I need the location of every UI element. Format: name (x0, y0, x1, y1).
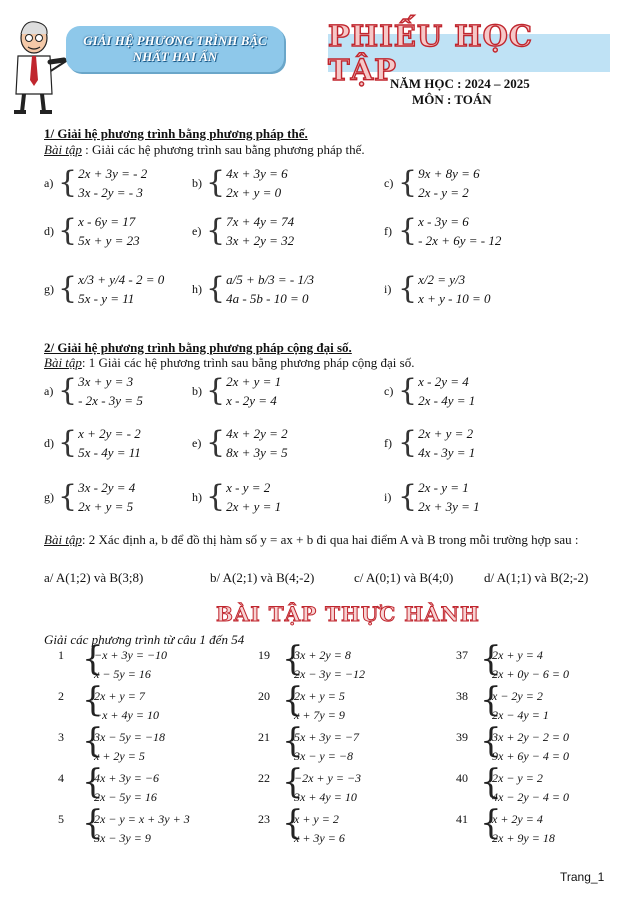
equation: −x + 3y = −10 (94, 648, 168, 662)
equation: 3x − 5y = −18 (94, 730, 165, 744)
equation: 9x + 6y − 4 = 0 (492, 749, 569, 763)
equation: 2x - y = 2 (418, 185, 469, 200)
equation: −2x + y = −3 (294, 771, 362, 785)
brace-symbol: { (480, 721, 502, 761)
practice-number: 3 (58, 730, 64, 744)
system-label: b) (192, 383, 202, 398)
equation: x - 6y = 17 (78, 214, 136, 229)
equation: x - y = 2 (226, 480, 271, 495)
equation: 2x + y = 7 (94, 689, 145, 703)
practice-number: 19 (258, 648, 270, 662)
brace-symbol: { (480, 803, 502, 843)
brace-symbol: { (82, 680, 104, 720)
equation: 2x + 3y = 1 (418, 499, 480, 514)
point-pair-d: d/ A(1;1) và B(2;-2) (484, 570, 589, 585)
equation: 2x + y = 1 (226, 499, 282, 514)
equation: 2x + 0y − 6 = 0 (492, 667, 569, 681)
practice-instruction: Giải các phương trình từ câu 1 đến 54 (44, 632, 245, 647)
practice-number: 1 (58, 648, 64, 662)
equation: 7x + 4y = 74 (226, 214, 295, 229)
topic-banner (66, 26, 284, 72)
exercise2-text: : 2 Xác định a, b để đồ thị hàm số y = ax + b đi qua hai điểm A và B trong mỗi trường hợp sau : (81, 532, 579, 547)
equation: 5x - y = 11 (78, 291, 135, 306)
equation: 9x + 8y = 6 (418, 166, 480, 181)
brace-symbol: { (398, 165, 418, 200)
part1-system (192, 270, 314, 308)
system-label: i) (384, 281, 392, 296)
equation: x + 2y = 5 (94, 749, 145, 763)
worksheet-title: PHIẾU HỌC TẬP (328, 19, 534, 87)
equation: 5x - 4y = 11 (78, 445, 141, 460)
equation: 2x − 5y = 16 (94, 790, 157, 804)
exercise-label: Bài tập (44, 142, 82, 157)
equation: 3x − 3y = 9 (94, 831, 151, 845)
part2-system (192, 478, 281, 516)
brace-symbol: { (398, 213, 418, 248)
system-label: d) (44, 435, 54, 450)
practice-number: 2 (58, 689, 64, 703)
equation: x − 5y = 16 (94, 667, 151, 681)
part1-system (44, 164, 147, 202)
equation: 4x + 3y = −6 (94, 771, 159, 785)
brace-symbol: { (398, 271, 418, 306)
brace-symbol: { (58, 165, 78, 200)
part1-system (384, 270, 491, 308)
equation: x + y = 2 (294, 812, 339, 826)
equation: 8x + 3y = 5 (226, 445, 288, 460)
part1-instruction (44, 142, 365, 158)
equation: 2x - y = 1 (418, 480, 469, 495)
teacher-illustration (6, 16, 76, 118)
banner-line-1: GIẢI HỆ PHƯƠNG TRÌNH BẬC (83, 33, 267, 48)
school-year: NĂM HỌC : 2024 – 2025 (390, 76, 530, 91)
exercise-label: Bài tập (44, 355, 82, 370)
practice-number: 20 (258, 689, 270, 703)
system-label: a) (44, 175, 54, 190)
equation: 2x + y = 4 (492, 648, 543, 662)
brace-symbol: { (282, 762, 304, 802)
brace-symbol: { (206, 479, 226, 514)
brace-symbol: { (282, 803, 304, 843)
practice-number: 22 (258, 771, 270, 785)
equation: 4x - 3y = 1 (418, 445, 476, 460)
equation: 3x − y = −8 (294, 749, 353, 763)
equation: 2x + 3y = - 2 (78, 166, 148, 181)
point-pair-a: a/ A(1;2) và B(3;8) (44, 570, 144, 585)
equation: x/2 = y/3 (418, 272, 466, 287)
system-label: f) (384, 435, 392, 450)
part2-heading: 2/ Giải hệ phương trình bằng phương pháp cộng đại số. (44, 340, 352, 355)
system-label: a) (44, 383, 54, 398)
equation: 2x − 4y = 1 (492, 708, 549, 722)
system-label: i) (384, 489, 392, 504)
equation: 2x + y = 5 (294, 689, 345, 703)
banner-line-2: NHẤT HAI ẨN (132, 49, 218, 64)
practice-number: 39 (456, 730, 468, 744)
system-label: e) (192, 223, 202, 238)
equation: a/5 + b/3 = - 1/3 (226, 272, 315, 287)
equation: 3x + 4y = 10 (294, 790, 357, 804)
equation: 3x + 2y − 2 = 0 (492, 730, 569, 744)
part2-system (384, 424, 475, 462)
point-pair-b: b/ A(2;1) và B(4;-2) (210, 570, 315, 585)
part2-system (192, 424, 288, 462)
brace-symbol: { (480, 639, 502, 679)
part2-exercise2 (44, 530, 604, 549)
equation: 2x − 3y = −12 (294, 667, 365, 681)
part2-system (44, 372, 143, 410)
part1-system (384, 212, 501, 250)
equation: 2x + 9y = 18 (492, 831, 555, 845)
equation: - 2x + 6y = - 12 (418, 233, 502, 248)
brace-symbol: { (206, 425, 226, 460)
page-number: Trang_1 (560, 870, 605, 884)
point-pair-c: c/ A(0;1) và B(4;0) (354, 570, 454, 585)
part2-system (192, 372, 281, 410)
part2-system (384, 372, 475, 410)
brace-symbol: { (82, 639, 104, 679)
brace-symbol: { (82, 803, 104, 843)
practice-number: 37 (456, 648, 468, 662)
brace-symbol: { (206, 165, 226, 200)
part1-system (44, 270, 164, 308)
part1-heading: 1/ Giải hệ phương trình bằng phương pháp thế. (44, 126, 308, 141)
system-label: h) (192, 489, 202, 504)
brace-symbol: { (398, 373, 418, 408)
system-label: h) (192, 281, 202, 296)
equation: 2x + y = 1 (226, 374, 282, 389)
practice-title: BÀI TẬP THỰC HÀNH (216, 602, 480, 626)
brace-symbol: { (282, 721, 304, 761)
equation: x - 2y = 4 (418, 374, 469, 389)
system-label: d) (44, 223, 54, 238)
equation: 2x - 4y = 1 (418, 393, 476, 408)
brace-symbol: { (206, 213, 226, 248)
exercise2-label: Bài tập (44, 532, 82, 547)
practice-number: 40 (456, 771, 468, 785)
brace-symbol: { (282, 680, 304, 720)
brace-symbol: { (58, 213, 78, 248)
equation: - 2x - 3y = 5 (78, 393, 143, 408)
exercise-text: : Giải các hệ phương trình sau bằng phương pháp thế. (81, 142, 365, 157)
part1-system (44, 212, 140, 250)
equation: 2x − y = 2 (492, 771, 543, 785)
equation: x + 3y = 6 (294, 831, 345, 845)
part1-system (192, 212, 294, 250)
part2-system (44, 424, 141, 462)
practice-number: 23 (258, 812, 270, 826)
system-label: f) (384, 223, 392, 238)
part2-instruction (44, 355, 414, 371)
equation: x/3 + y/4 - 2 = 0 (78, 272, 165, 287)
equation: 3x + 2y = 32 (226, 233, 295, 248)
equation: 4a - 5b - 10 = 0 (226, 291, 309, 306)
practice-number: 38 (456, 689, 468, 703)
equation: x - 2y = 4 (226, 393, 277, 408)
equation: x + y - 10 = 0 (418, 291, 491, 306)
equation: x - 3y = 6 (418, 214, 469, 229)
brace-symbol: { (58, 271, 78, 306)
system-label: e) (192, 435, 202, 450)
practice-number: 41 (456, 812, 468, 826)
brace-symbol: { (82, 762, 104, 802)
part1-system (384, 164, 480, 202)
brace-symbol: { (82, 721, 104, 761)
equation: 2x + y = 5 (78, 499, 134, 514)
part2-system (384, 478, 480, 516)
equation: 4x + 3y = 6 (226, 166, 288, 181)
practice-number: 21 (258, 730, 270, 744)
brace-symbol: { (58, 479, 78, 514)
equation: x + 2y = 4 (492, 812, 543, 826)
brace-symbol: { (206, 373, 226, 408)
equation: 5x + 3y = −7 (294, 730, 359, 744)
system-label: g) (44, 281, 54, 296)
practice-number: 5 (58, 812, 64, 826)
part2-system (44, 478, 135, 516)
system-label: c) (384, 175, 394, 190)
brace-symbol: { (398, 479, 418, 514)
equation: x + 7y = 9 (294, 708, 345, 722)
brace-symbol: { (58, 425, 78, 460)
system-label: b) (192, 175, 202, 190)
equation: 2x + y = 0 (226, 185, 282, 200)
system-label: c) (384, 383, 394, 398)
equation: 4x − 2y − 4 = 0 (492, 790, 569, 804)
equation: 3x - 2y = - 3 (78, 185, 143, 200)
equation: 3x + y = 3 (78, 374, 134, 389)
brace-symbol: { (398, 425, 418, 460)
subject: MÔN : TOÁN (412, 92, 492, 107)
brace-symbol: { (206, 271, 226, 306)
brace-symbol: { (480, 680, 502, 720)
equation: 4x + 2y = 2 (226, 426, 288, 441)
equation: 3x + 2y = 8 (294, 648, 351, 662)
equation: 3x - 2y = 4 (78, 480, 136, 495)
exercise-text: : 1 Giải các hệ phương trình sau bằng phương pháp cộng đại số. (81, 355, 415, 370)
brace-symbol: { (480, 762, 502, 802)
part1-system (192, 164, 288, 202)
practice-number: 4 (58, 771, 64, 785)
system-label: g) (44, 489, 54, 504)
equation: 2x + y = 2 (418, 426, 474, 441)
brace-symbol: { (282, 639, 304, 679)
equation: −x + 4y = 10 (94, 708, 159, 722)
equation: 5x + y = 23 (78, 233, 140, 248)
brace-symbol: { (58, 373, 78, 408)
equation: x − 2y = 2 (492, 689, 543, 703)
equation: x + 2y = - 2 (78, 426, 141, 441)
equation: 2x − y = x + 3y + 3 (94, 812, 190, 826)
